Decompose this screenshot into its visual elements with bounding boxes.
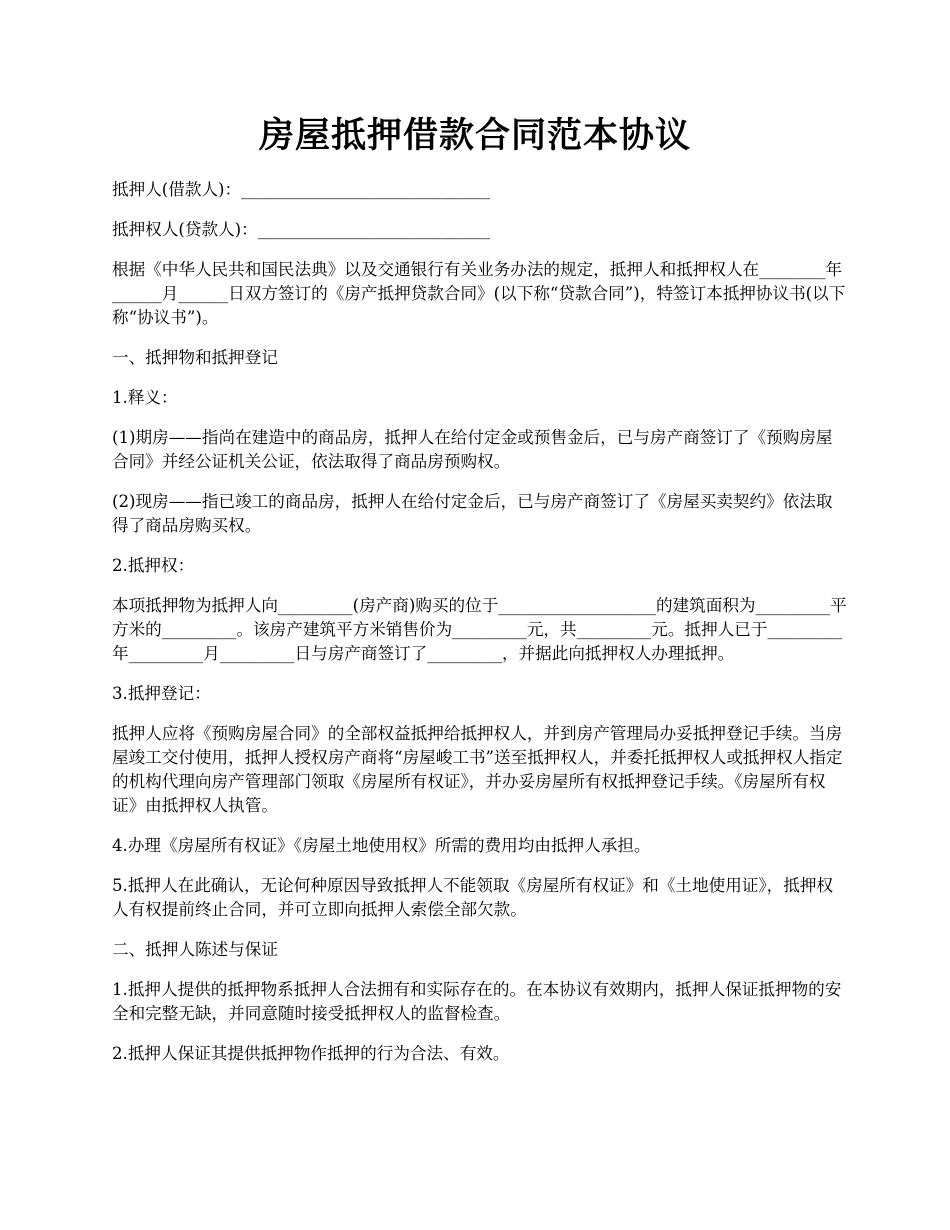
clause-confirmation: 5.抵押人在此确认，无论何种原因导致抵押人不能领取《房屋所有权证》和《土地使用证》，抵押权人有权提前终止合同，并可立即向抵押人索偿全部欠款。 — [112, 876, 834, 919]
clause-future-house: (1)期房——指尚在建造中的商品房，抵押人在给付定金或预售金后，已与房产商签订了《预购房屋合同》并经公证机关公证，依法取得了商品房预购权。 — [112, 428, 833, 471]
clause-registration-heading: 3.抵押登记： — [112, 684, 211, 703]
clause-definition-heading: 1.释义： — [112, 388, 178, 407]
preamble-paragraph: 根据《中华人民共和国民法典》以及交通银行有关业务办法的规定，抵押人和抵押权人在________年______月______日双方签订的《房产抵押贷款合同》(以下称“贷款合同”)，特签订本抵押协议书(以下称“协议书”)。 — [112, 260, 846, 327]
lender-line: 抵押权人(贷款人)：____________________________ — [112, 220, 491, 239]
section-heading-mortgage: 一、抵押物和抵押登记 — [112, 348, 278, 367]
clause-mortgage-right-heading: 2.抵押权： — [112, 556, 195, 575]
clause-mortgage-property: 本项抵押物为抵押人向_________(房产商)购买的位于___________________的建筑面积为_________平方米的_________。该房产建筑平方米销售价为_________元，共_________元。抵押人已于_________年_________月_________日与房产商签订了_________，并据此向抵押权人办理抵押。 — [112, 596, 847, 663]
warranty-clause-1: 1.抵押人提供的抵押物系抵押人合法拥有和实际存在的。在本协议有效期内，抵押人保证抵押物的安全和完整无缺，并同意随时接受抵押权人的监督检查。 — [112, 980, 842, 1023]
clause-fees: 4.办理《房屋所有权证》《房屋土地使用权》所需的费用均由抵押人承担。 — [112, 836, 651, 855]
section-heading-warranty: 二、抵押人陈述与保证 — [112, 940, 278, 959]
clause-existing-house: (2)现房——指已竣工的商品房，抵押人在给付定金后，已与房产商签订了《房屋买卖契约》依法取得了商品房购买权。 — [112, 492, 833, 535]
clause-registration-body: 抵押人应将《预购房屋合同》的全部权益抵押给抵押权人，并到房产管理局办妥抵押登记手续。当房屋竣工交付使用，抵押人授权房产商将“房屋峻工书”送至抵押权人，并委托抵押权人或抵押权人指定的机构代理向房产管理部门领取《房屋所有权证》，并办妥房屋所有权抵押登记手续。《房屋所有权证》由抵押权人执管。 — [112, 724, 843, 815]
borrower-line: 抵押人(借款人)：______________________________ — [112, 180, 491, 199]
warranty-clause-2: 2.抵押人保证其提供抵押物作抵押的行为合法、有效。 — [112, 1044, 510, 1063]
document-title: 房屋抵押借款合同范本协议 — [258, 115, 691, 156]
document-body — [112, 178, 847, 1082]
